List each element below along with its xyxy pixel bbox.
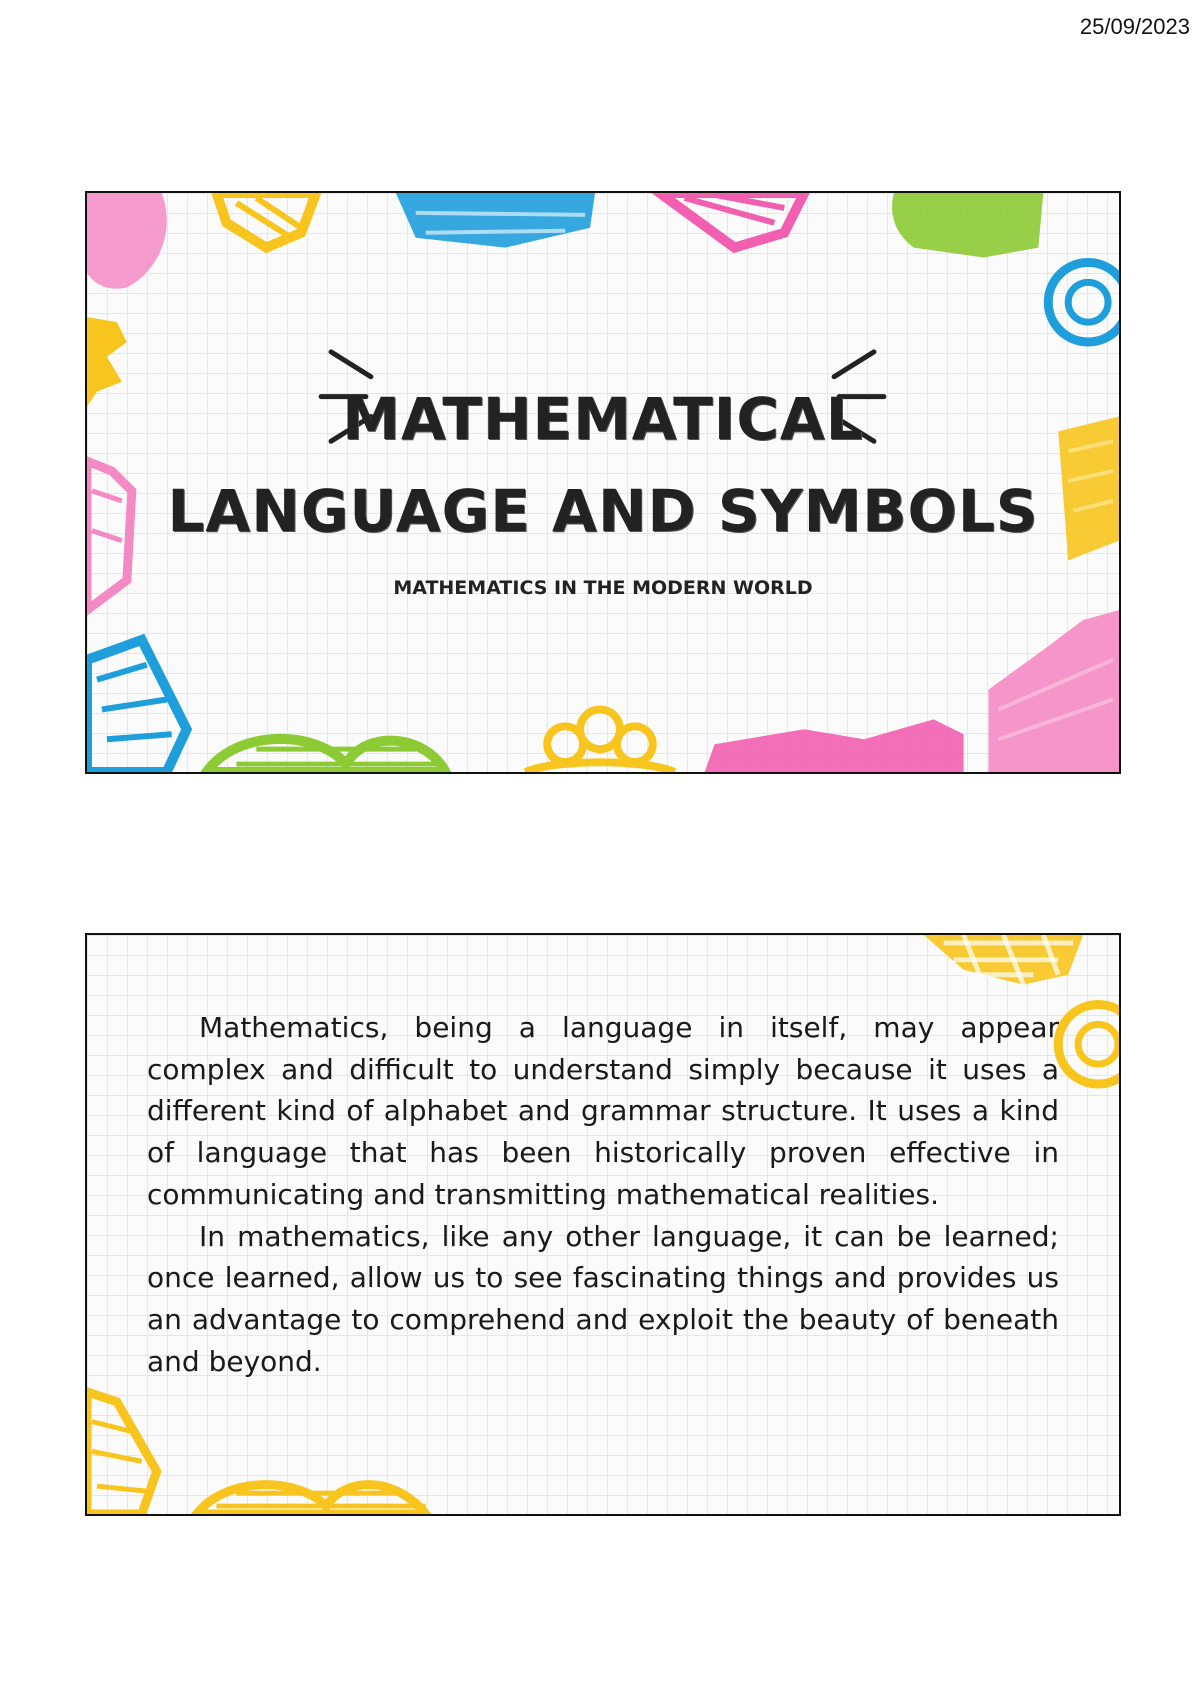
slide-subtitle: MATHEMATICS IN THE MODERN WORLD xyxy=(393,577,813,599)
title-slide xyxy=(85,191,1121,774)
content-slide xyxy=(85,933,1121,1516)
paragraph-2: In mathematics, like any other language, it can be learned; once learned, allow us to see fascinating things and provides us an advantage to comprehend and exploit the beauty of beneath and beyond. xyxy=(147,1219,1059,1378)
title-line-2: LANGUAGE AND SYMBOLS xyxy=(167,477,1039,545)
page-date: 25/09/2023 xyxy=(1079,14,1190,39)
slide-title xyxy=(87,373,1119,557)
paragraph-1: Mathematics, being a language in itself, may appear complex and difficult to understand simply because it uses a different kind of alphabet and grammar structure. It uses a kind of language that has been historically proven effective in communicating and transmitting mathematical realities. xyxy=(147,1011,1059,1211)
title-line-1: MATHEMATICAL xyxy=(342,385,864,453)
body-text xyxy=(147,1007,1059,1382)
